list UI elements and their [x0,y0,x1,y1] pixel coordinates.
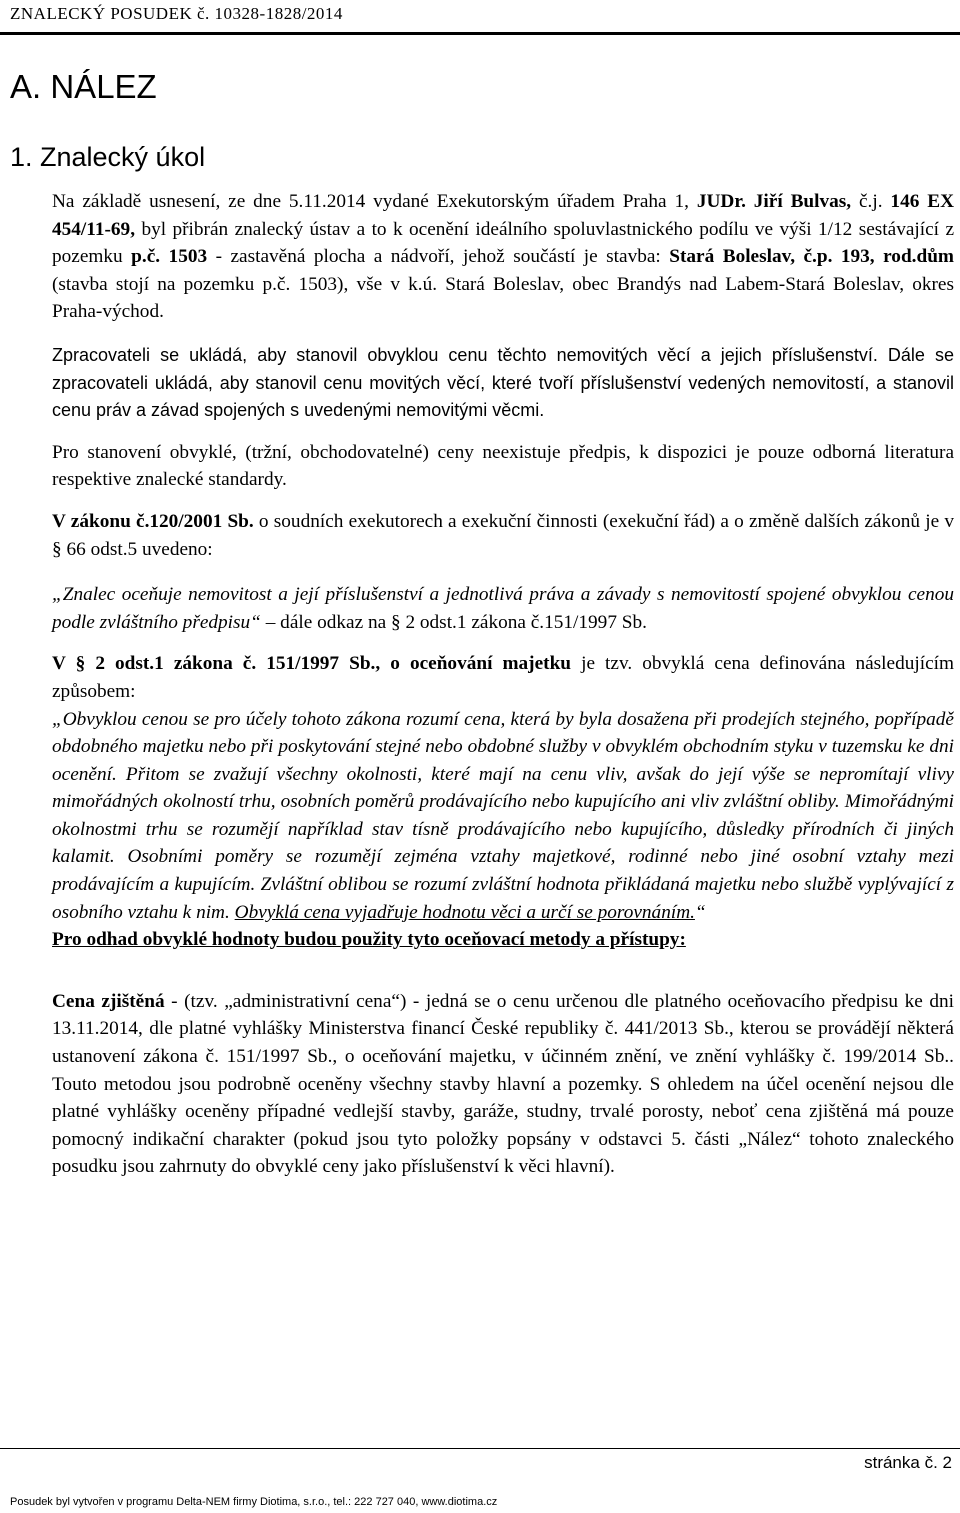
quote-end: “ [694,901,706,923]
paragraph-assignment [52,188,954,326]
header-title: ZNALECKÝ POSUDEK č. 10328-1828/2014 [10,4,343,23]
header-rule [0,32,960,35]
p1-bold-parcel: p.č. 1503 [131,246,208,268]
paragraph-task [52,342,954,425]
p2-sans-text: Zpracovateli se ukládá, aby stanovil obvyklou cenu těchto nemovitých věcí a jejich příslušenství. [52,344,878,365]
page-number [864,1453,952,1473]
section-title: A. NÁLEZ [10,68,157,105]
methods-title: Pro odhad obvyklé hodnoty budou použity tyto oceňovací metody a přístupy: [52,929,686,951]
section-subtitle: 1. Znalecký úkol [10,142,206,172]
p6-text: je tzv. obvyklá cena definována následujícím způsobem: [52,653,954,702]
p1-text-4: - zastavěná plocha a nádvoří, jehož součástí je stavba: [207,246,670,268]
document-body [52,188,954,1181]
p1-text-3: byl přibrán znalecký ústav a to k ocenění ideálního spoluvlastnického podílu ve výši 1/12 sestávající z pozemku [52,218,954,268]
p4-text: o soudních exekutorech a exekuční činnosti (exekuční řád) a o změně dalších zákonů je v § 66 odst.5 uvedeno: [52,510,954,560]
p2-text: Dále se zpracovateli ukládá, aby stanovil cenu movitých věcí, které tvoří příslušenství vedených nemovitostí, a stanovil cenu práv a závad spojených s uvedenými nemovitými věcmi. [52,344,954,421]
p1-text-5: (stavba stojí na pozemku p.č. 1503), vše v k.ú. Stará Boleslav, obec Brandýs nad Labem-Stará Boleslav, okres Praha-východ. [52,273,954,323]
paragraph-standards [52,439,954,494]
p1-bold-judr: JUDr. Jiří Bulvas, [696,191,852,212]
p1-text-1: Na základě usnesení, ze dne 5.11.2014 vydané Exekutorským úřadem Praha 1, [52,191,697,212]
p4-bold-law: V zákonu č.120/2001 Sb. [52,510,254,532]
paragraph-law [52,508,954,563]
p6-bold-law: V § 2 odst.1 zákona č. 151/1997 Sb., o oceňování majetku [52,653,572,675]
paragraph-calculated-price [52,988,954,1181]
page-label: stránka č. [864,1453,938,1472]
quote-usual-price [52,706,954,927]
footer-note: Posudek byl vytvořen v programu Delta-NEM firmy Diotima, s.r.o., tel.: 222 727 040, www.diotima.cz [10,1496,498,1508]
p5-italic-quote: „Znalec oceňuje nemovitost a její příslušenství a jednotlivá práva a závady s nemovitostí spojené obvyklou cenou podle zvláštního předpisu“ [52,584,954,633]
p7-text: - (tzv. „administrativní cena“) - jedná se o cenu určenou dle platného oceňovacího předpisu ke dni 13.11.2014, dle platné vyhlášky Ministerstva financí České republiky č. 441/2013 Sb., kterou se provádějí některá ustanovení zákona č. 151/1997 Sb., o oceňování majetku, v účinném znění, ve znění vyhlášky č. 199/2014 Sb.. Touto metodou jsou podrobně oceněny všechny stavby hlavní a pozemky. S ohledem na účel ocenění nejsou dle platné vyhlášky oceněny případné vedlejší stavby, garáže, studny, trvalé porosty, neboť cena zjištěná má pouze pomocný indikační charakter (pokud jsou tyto položky popsány v odstavci 5. části „Nález“ tohoto znaleckého posudku jsou zahrnuty do obvyklé ceny jako příslušenství k věci hlavní). [52,990,954,1178]
p3-text: Pro stanovení obvyklé, (tržní, obchodovatelné) ceny neexistuje předpis, k dispozici je pouze odborná literatura respektive znalecké standardy. [52,441,954,491]
p7-bold-title: Cena zjištěná [52,990,165,1012]
p5-text: – dále odkaz na § 2 odst.1 zákona č.151/1997 Sb. [260,611,647,633]
paragraph-law-quote [52,581,954,636]
p1-text-2: č.j. [851,191,891,212]
quote-underlined: Obvyklá cena vyjadřuje hodnotu věci a určí se porovnáním. [234,901,695,923]
footer-rule [0,1448,960,1449]
quote-text: „Obvyklou cenou se pro účely tohoto zákona rozumí cena, která by byla dosažena při prodejích stejného, popřípadě obdobného majetku nebo při poskytování stejné nebo obdobné služby v obvyklém obchodním styku v tuzemsku ke dni ocenění. Přitom se zvažují všechny okolnosti, které mají na cenu vliv, avšak do její výše se nepromítají vlivy mimořádných okolností trhu, osobních poměrů prodávajícího nebo kupujícího ani vliv zvláštní obliby. Mimořádnými okolnostmi trhu se rozumějí například stav tísně prodávajícího nebo kupujícího, důsledky přírodních či jiných kalamit. Osobními poměry se rozumějí zejména vztahy majetkové, rodinné nebo jiné osobní vztahy mezi prodávajícím a kupujícím. Zvláštní oblibou se rozumí zvláštní hodnota přikládaná majetku nebo službě vyplývající z osobního vztahu k nim. [52,708,954,923]
p1-bold-case: 146 EX 454/11-69, [52,191,954,240]
page-number-value: 2 [942,1453,952,1472]
p1-bold-building: Stará Boleslav, č.p. 193, rod.dům [669,246,954,268]
paragraph-definition [52,650,954,705]
